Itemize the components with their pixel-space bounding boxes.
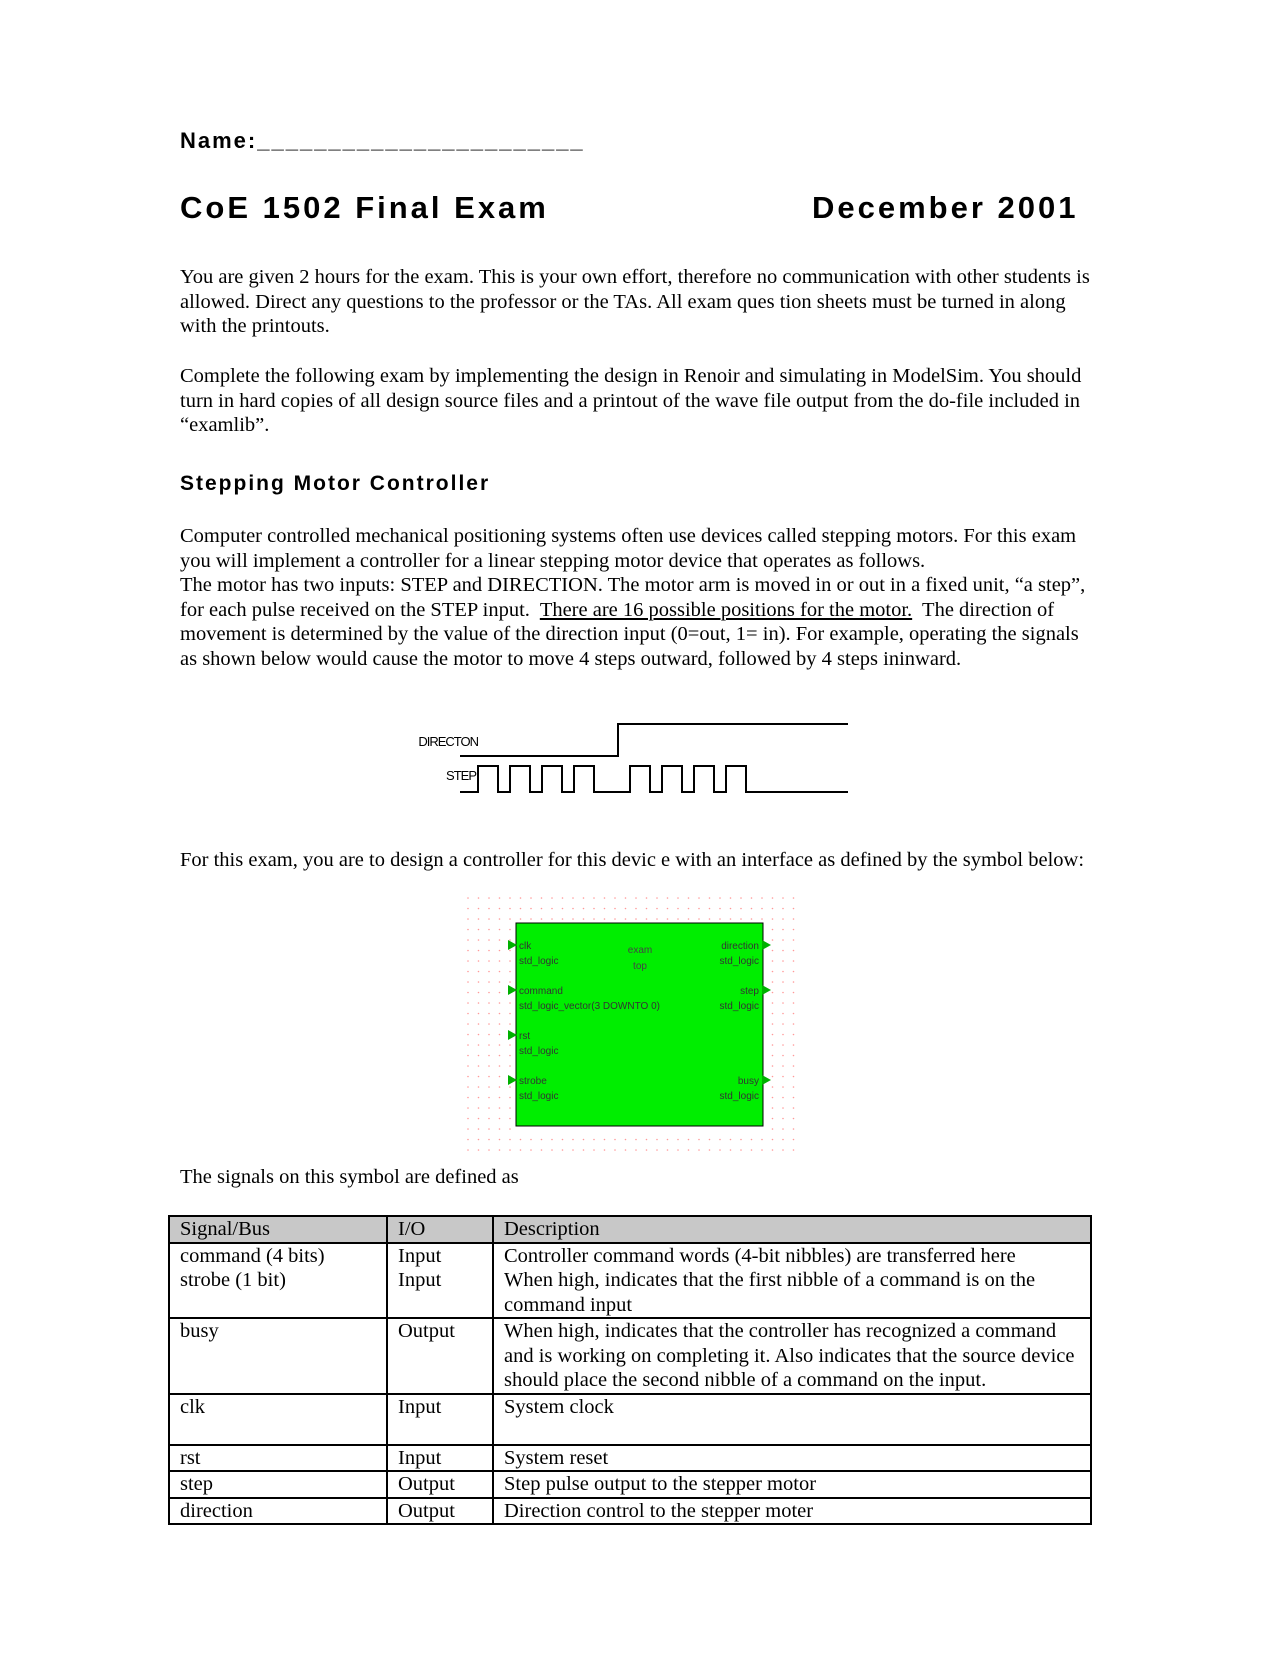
io-text: Input: [398, 1446, 442, 1469]
cell-io: [387, 1471, 493, 1498]
cell-desc: [493, 1318, 1091, 1394]
motor-description-part-a: Computer controlled mechanical positioning systems often use devices called stepping motors. For this exam you will implement a controller for a linear stepping motor device that operates as follows.: [180, 525, 1077, 572]
output-port-name: busy: [737, 1076, 759, 1087]
intro-paragraph-1: You are given 2 hours for the exam. This is your own effort, therefore no communication with other students is allowed. Direct any questions to the professor or the TAs. All exam ques tion sheets must be turned in along with the printouts.: [180, 266, 1090, 337]
signal-text: command (4 bits): [180, 1244, 325, 1267]
name-field: Name:_______________________: [180, 128, 585, 153]
cell-desc: [493, 1243, 1091, 1319]
cell-io: [387, 1445, 493, 1472]
table-header-row: [169, 1216, 1091, 1243]
signal-text: clk: [180, 1395, 206, 1418]
cell-desc: [493, 1394, 1091, 1445]
step-signal-label: STEP: [446, 768, 476, 783]
output-port-arrow: [762, 1075, 771, 1085]
signal-text: rst: [180, 1446, 201, 1469]
desc-text: When high, indicates that the controller has recognized a command and is working on completing it. Also indicates that the source device should place the second nibble of a command on the input.: [504, 1320, 1075, 1391]
symbol-cell-label: top: [633, 961, 647, 972]
table-row: [169, 1445, 1091, 1472]
table-row: [169, 1318, 1091, 1394]
signal-text: busy: [180, 1320, 219, 1342]
table-row: [169, 1394, 1091, 1445]
signal-text: strobe (1 bit): [180, 1269, 286, 1291]
io-text: Input: [398, 1269, 442, 1291]
input-port-name: command: [519, 986, 563, 997]
header-description: Description: [493, 1216, 1091, 1243]
direction-waveform: [460, 724, 848, 756]
cell-signal: [169, 1243, 387, 1319]
output-port-type: std_logic: [719, 1001, 759, 1012]
io-text: Input: [398, 1395, 442, 1418]
section-heading: Stepping Motor Controller: [180, 472, 491, 495]
io-text: Output: [398, 1499, 455, 1522]
output-port-name: step: [740, 986, 759, 997]
input-port-name: strobe: [519, 1076, 547, 1087]
table-intro: The signals on this symbol are defined as: [180, 1166, 519, 1188]
input-port-type: std_logic: [519, 956, 559, 967]
io-text: Output: [398, 1320, 455, 1342]
header-signal: Signal/Bus: [169, 1216, 387, 1243]
step-waveform: [460, 766, 848, 792]
direction-signal-label: DIRECTON: [418, 734, 478, 749]
desc-text: System reset: [504, 1446, 609, 1469]
signal-text: direction: [180, 1499, 253, 1522]
motor-description-part-c: The direction of movement is determined by the value of the direction input (0=out, 1= in). For example, operating the signals as shown below would cause the motor to move 4 steps outward, followed by 4 steps ininward.: [180, 598, 1079, 670]
table-row: [169, 1243, 1091, 1319]
output-port-type: std_logic: [719, 956, 759, 967]
timing-diagram: [400, 706, 900, 798]
cell-desc: [493, 1445, 1091, 1472]
cell-io: [387, 1243, 493, 1319]
signal-text: step: [180, 1473, 214, 1495]
cell-io: [387, 1498, 493, 1525]
io-text: Input: [398, 1244, 442, 1267]
cell-signal: [169, 1471, 387, 1498]
motor-description-part-b: The motor has two inputs: STEP and DIRECTION. The motor arm is moved in or out in a fixed unit, “a step”, for each pulse received on the STEP input.: [180, 574, 1086, 621]
cell-desc: [493, 1498, 1091, 1525]
desc-text: Direction control to the stepper moter: [504, 1499, 814, 1522]
input-port-type: std_logic_vector(3 DOWNTO 0): [519, 1001, 660, 1012]
input-port-name: clk: [519, 941, 532, 952]
output-port-name: direction: [721, 941, 759, 952]
desc-text: System clock: [504, 1395, 614, 1418]
cell-signal: [169, 1445, 387, 1472]
desc-text: Controller command words (4-bit nibbles) are transferred here: [504, 1244, 1016, 1267]
table-row: [169, 1498, 1091, 1525]
controller-symbol: [466, 896, 806, 1156]
cell-signal: [169, 1394, 387, 1445]
signal-table: [168, 1215, 1092, 1525]
exam-date: December 2001: [812, 190, 1079, 225]
input-port-name: rst: [519, 1031, 531, 1042]
cell-desc: [493, 1471, 1091, 1498]
input-port-type: std_logic: [519, 1046, 559, 1057]
input-port-type: std_logic: [519, 1091, 559, 1102]
interface-paragraph: For this exam, you are to design a controller for this devic e with an interface as defined by the symbol below:: [180, 849, 1085, 871]
motor-description: [180, 524, 1100, 671]
output-port-type: std_logic: [719, 1091, 759, 1102]
header-io: I/O: [387, 1216, 493, 1243]
output-port-arrow: [762, 985, 771, 995]
desc-text: When high, indicates that the first nibble of a command is on the command input: [504, 1269, 1036, 1316]
table-row: [169, 1471, 1091, 1498]
cell-signal: [169, 1318, 387, 1394]
intro-paragraph-2: Complete the following exam by implementing the design in Renoir and simulating in ModelSim. You should turn in hard copies of all design source files and a printout of the wave file output from the do-file included in “examlib”.: [180, 365, 1082, 436]
cell-io: [387, 1318, 493, 1394]
output-port-arrow: [762, 940, 771, 950]
cell-io: [387, 1394, 493, 1445]
io-text: Output: [398, 1473, 455, 1495]
positions-note: There are 16 possible positions for the motor.: [539, 598, 913, 621]
exam-title: CoE 1502 Final Exam: [180, 190, 549, 225]
symbol-library-label: exam: [627, 945, 653, 956]
cell-signal: [169, 1498, 387, 1525]
desc-text: Step pulse output to the stepper motor: [504, 1473, 817, 1495]
